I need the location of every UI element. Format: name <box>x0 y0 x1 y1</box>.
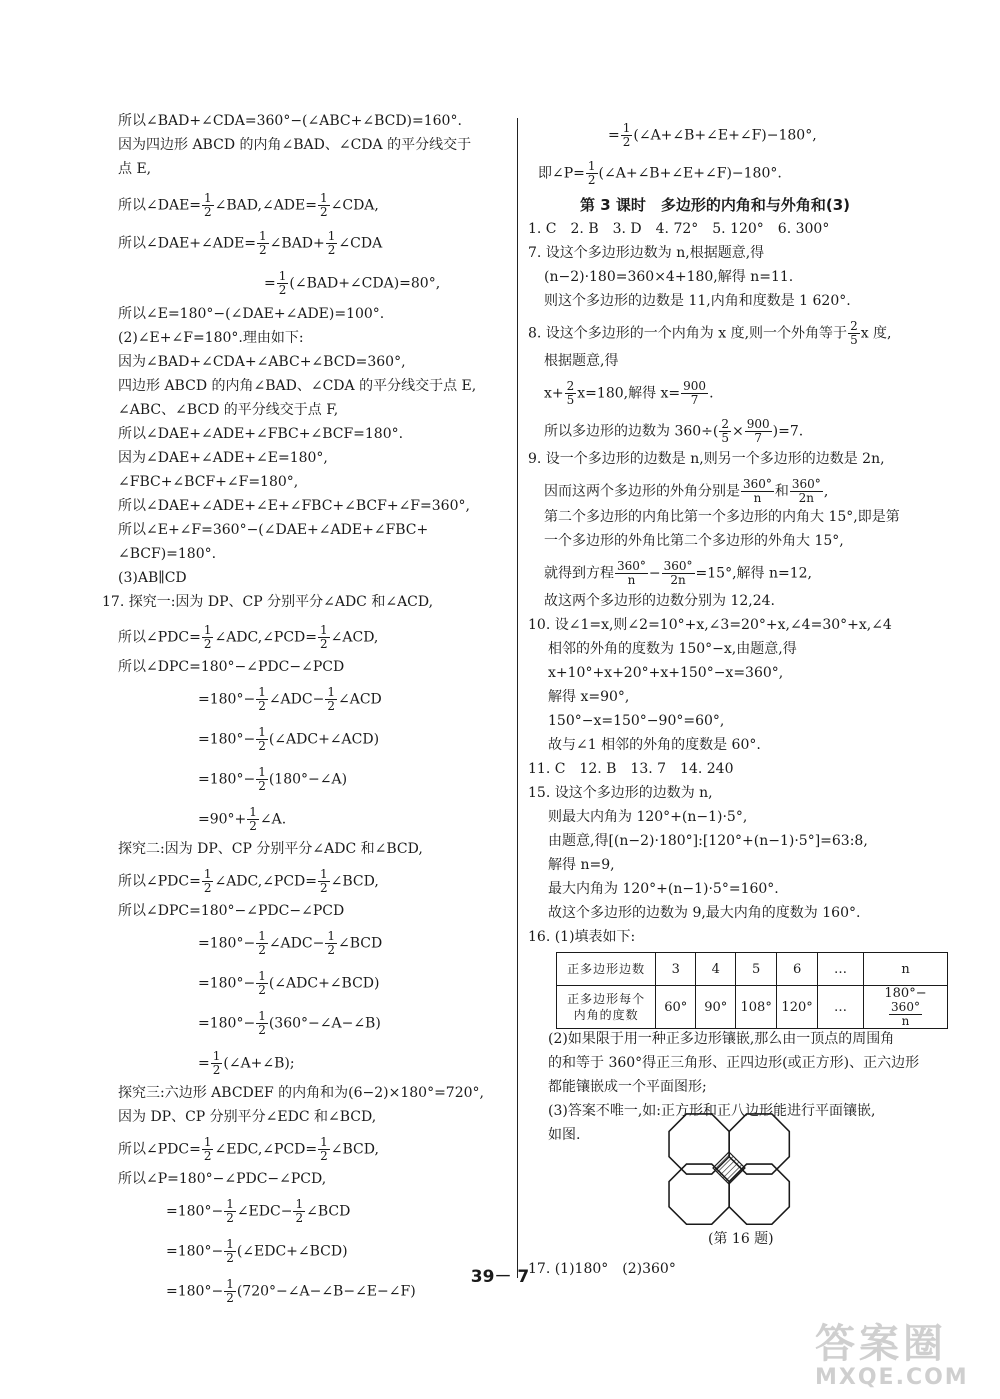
fraction: $\frac{1}{2}$ <box>258 929 266 957</box>
text-line: 因为∠BAD+∠CDA+∠ABC+∠BCD=360°, <box>118 354 406 370</box>
fraction: $\frac{1}{2}$ <box>320 623 328 651</box>
text-line: x+10°+x+20°+x+150°−x=360°, <box>548 665 784 681</box>
fraction: $\frac{1}{2}$ <box>327 929 335 957</box>
formula-line: 8. 设这个多边形的一个内角为 x 度,则一个外角等于 $\frac{2}{5}$ x 度, <box>528 319 892 347</box>
fraction: $\frac{1}{2}$ <box>226 1197 234 1225</box>
fraction: $\frac{1}{2}$ <box>203 623 212 651</box>
answer-line: 17. (1)180° (2)360° <box>528 1261 676 1277</box>
formula-line: = $\frac{1}{2}$ (∠A+∠B+∠E+∠F)−180°, <box>608 121 817 149</box>
text-line: ∠ABC、∠BCD 的平分线交于点 F, <box>118 402 339 418</box>
text-line: 解得 x=90°, <box>548 689 630 705</box>
formula-line: = $\frac{1}{2}$ (∠BAD+∠CDA)=80°, <box>264 269 441 297</box>
fraction: $\frac{360^\circ}{2n}$ <box>663 559 693 587</box>
text-line: 所以∠BAD+∠CDA=360°−(∠ABC+∠BCD)=160°. <box>118 113 462 129</box>
table-cell: … <box>818 953 864 986</box>
fraction: $\frac{1}{2}$ <box>258 685 266 713</box>
table-cell: 3 <box>656 953 696 986</box>
table-cell: 180°− $\frac{360^\circ}{n}$ <box>864 986 948 1029</box>
fraction: $\frac{1}{2}$ <box>319 191 328 219</box>
text-line: (2)如果限于用一种正多边形镶嵌,那么由一顶点的周围角 <box>548 1031 895 1047</box>
question-17: 17. 探究一:因为 DP、CP 分别平分∠ADC 和∠ACD, <box>102 594 434 610</box>
fraction: $\frac{1}{2}$ <box>226 1237 234 1265</box>
hatched-square-shape <box>713 1152 745 1184</box>
table-cell: 108° <box>736 986 777 1029</box>
fraction: $\frac{360^\circ}{2n}$ <box>791 477 821 505</box>
text-line: (2)∠E+∠F=180°.理由如下: <box>118 330 304 346</box>
text-line: 因为 DP、CP 分别平分∠EDC 和∠BCD, <box>118 1109 377 1125</box>
text-line: 则最大内角为 120°+(n−1)·5°, <box>548 809 748 825</box>
formula-line: 因而这两个多边形的外角分别是 $\frac{360^\circ}{n}$ 和 $\frac{360^\circ}{2n}$ , <box>544 477 829 505</box>
text-line: 15. 设这个多边形的边数为 n, <box>528 785 713 801</box>
fraction: $\frac{1}{2}$ <box>226 1277 234 1305</box>
table-cell: 6 <box>777 953 818 986</box>
fraction: $\frac{900}{7}$ <box>746 417 770 445</box>
text-line: 10. 设∠1=x,则∠2=10°+x,∠3=20°+x,∠4=30°+x,∠4 <box>528 617 892 633</box>
text-line: 探究二:因为 DP、CP 分别平分∠ADC 和∠BCD, <box>118 841 423 857</box>
answer-line: 1. C 2. B 3. D 4. 72° 5. 120° 6. 300° <box>528 221 830 237</box>
formula-line: =180°− $\frac{1}{2}$ (∠EDC+∠BCD) <box>166 1237 348 1265</box>
text-line: 都能镶嵌成一个平面图形; <box>548 1079 707 1095</box>
formula-line: =180°− $\frac{1}{2}$ ∠EDC− $\frac{1}{2}$ ∠BCD <box>166 1197 351 1225</box>
watermark-text: 答案圈 <box>815 1321 947 1367</box>
text-line: 所以∠P=180°−∠PDC−∠PCD, <box>118 1171 327 1187</box>
page-number: 39－ 7 <box>470 1267 530 1287</box>
fraction: $\frac{1}{2}$ <box>278 269 287 297</box>
text-line: 所以∠DPC=180°−∠PDC−∠PCD <box>118 659 345 675</box>
formula-line: =180°− $\frac{1}{2}$ (720°−∠A−∠B−∠E−∠F) <box>166 1277 416 1305</box>
text-line: 故与∠1 相邻的外角的度数是 60°. <box>548 737 761 753</box>
watermark-logo <box>815 1312 969 1390</box>
text-line: 如图. <box>548 1127 581 1143</box>
formula-line: 即∠P= $\frac{1}{2}$ (∠A+∠B+∠E+∠F)−180°. <box>538 159 782 187</box>
fraction: $\frac{1}{2}$ <box>204 191 212 219</box>
section-heading: 第 3 课时 多边形的内角和与外角和(3) <box>580 196 851 214</box>
text-line: 解得 n=9, <box>548 857 615 873</box>
formula-line: =180°− $\frac{1}{2}$ (∠ADC+∠ACD) <box>198 725 380 753</box>
answer-line: 11. C 12. B 13. 7 14. 240 <box>528 761 734 777</box>
table-row-header: 正多边形每个内角的度数 <box>557 986 656 1029</box>
text-line: 最大内角为 120°+(n−1)·5°=160°. <box>548 881 779 897</box>
text-line: 16. (1)填表如下: <box>528 929 636 945</box>
fraction: $\frac{1}{2}$ <box>203 867 212 895</box>
text-line: 因为∠DAE+∠ADE+∠E=180°, <box>118 450 328 466</box>
fraction: $\frac{2}{5}$ <box>850 319 858 347</box>
formula-line: =180°− $\frac{1}{2}$ (360°−∠A−∠B) <box>198 1009 381 1037</box>
text-line: ∠FBC+∠BCF+∠F=180°, <box>118 474 299 490</box>
formula-line: =180°− $\frac{1}{2}$ ∠ADC− $\frac{1}{2}$ ∠ACD <box>198 685 382 713</box>
table-row <box>557 953 948 986</box>
text-line: (n−2)·180=360×4+180,解得 n=11. <box>544 269 794 285</box>
text-line: 一个多边形的外角比第二个多边形的外角大 15°, <box>544 533 844 549</box>
table-cell: … <box>818 986 864 1029</box>
formula-line: 所以∠PDC= $\frac{1}{2}$ ∠EDC,∠PCD= $\frac{1}{2}$ ∠BCD, <box>118 1135 379 1163</box>
text-line: 第二个多边形的内角比第一个多边形的内角大 15°,即是第 <box>544 509 900 525</box>
table-cell: 60° <box>656 986 696 1029</box>
fraction: $\frac{1}{2}$ <box>258 765 266 793</box>
fraction: $\frac{1}{2}$ <box>327 685 335 713</box>
fraction: $\frac{1}{2}$ <box>622 121 631 149</box>
fraction: $\frac{1}{2}$ <box>327 229 336 257</box>
fraction: $\frac{360^\circ}{n}$ <box>743 477 772 505</box>
formula-line: x+ $\frac{2}{5}$ x=180,解得 x= $\frac{900}{7}$ . <box>544 379 714 407</box>
text-line: 所以∠DPC=180°−∠PDC−∠PCD <box>118 903 345 919</box>
formula-line: =180°− $\frac{1}{2}$ (∠ADC+∠BCD) <box>198 969 380 997</box>
fraction: $\frac{1}{2}$ <box>587 159 596 187</box>
text-line: 因为四边形 ABCD 的内角∠BAD、∠CDA 的平分线交于 <box>118 137 472 153</box>
octagon-square-tessellation-figure <box>668 1112 808 1230</box>
formula-line: 所以∠PDC= $\frac{1}{2}$ ∠ADC,∠PCD= $\frac{1}{2}$ ∠ACD, <box>118 623 379 651</box>
table-cell: 120° <box>777 986 818 1029</box>
text-line: 故这个多边形的边数为 9,最大内角的度数为 160°. <box>548 905 861 921</box>
polygon-angle-table <box>556 952 948 1029</box>
column-divider <box>517 118 518 1278</box>
fraction: $\frac{360^\circ}{n}$ <box>617 559 646 587</box>
table-cell: 4 <box>696 953 736 986</box>
formula-line: 所以多边形的边数为 360÷( $\frac{2}{5}$ × $\frac{900}{7}$ )=7. <box>544 417 804 445</box>
text-line: ∠BCF)=180°. <box>118 546 217 562</box>
text-line: (3)AB∥CD <box>118 570 187 586</box>
fraction: $\frac{1}{2}$ <box>258 725 266 753</box>
text-line: 故这两个多边形的边数分别为 12,24. <box>544 593 775 609</box>
formula-line: =180°− $\frac{1}{2}$ (180°−∠A) <box>198 765 348 793</box>
text-line: 150°−x=150°−90°=60°, <box>548 713 725 729</box>
text-line: 探究三:六边形 ABCDEF 的内角和为(6−2)×180°=720°, <box>118 1085 484 1101</box>
fraction: $\frac{900}{7}$ <box>683 379 707 407</box>
text-line: 7. 设这个多边形边数为 n,根据题意,得 <box>528 245 765 261</box>
table-cell: 90° <box>696 986 736 1029</box>
fraction: $\frac{1}{2}$ <box>258 1009 266 1037</box>
formula-line: 就得到方程 $\frac{360^\circ}{n}$ − $\frac{360^\circ}{2n}$ =15°,解得 n=12, <box>544 559 813 587</box>
formula-line: 所以∠DAE+∠ADE= $\frac{1}{2}$ ∠BAD+ $\frac{1}{2}$ ∠CDA <box>118 229 383 257</box>
table-row-header: 正多边形边数 <box>557 953 656 986</box>
table-cell: 5 <box>736 953 777 986</box>
formula-line: 所以∠PDC= $\frac{1}{2}$ ∠ADC,∠PCD= $\frac{1}{2}$ ∠BCD, <box>118 867 379 895</box>
text-line: 所以∠E=180°−(∠DAE+∠ADE)=100°. <box>118 306 385 322</box>
fraction: $\frac{1}{2}$ <box>212 1049 221 1077</box>
formula-line: = $\frac{1}{2}$ (∠A+∠B); <box>198 1049 295 1077</box>
fraction: $\frac{1}{2}$ <box>258 969 266 997</box>
fraction: $\frac{2}{5}$ <box>721 417 730 445</box>
text-line: 9. 设一个多边形的边数是 n,则另一个多边形的边数是 2n, <box>528 451 885 467</box>
text-line: 相邻的外角的度数为 150°−x,由题意,得 <box>548 641 797 657</box>
text-line: 四边形 ABCD 的内角∠BAD、∠CDA 的平分线交于点 E, <box>118 378 477 394</box>
fraction: $\frac{2}{5}$ <box>566 379 575 407</box>
text-line: 由题意,得[(n−2)·180°]:[120°+(n−1)·5°]=63:8, <box>548 833 868 849</box>
formula-line: =180°− $\frac{1}{2}$ ∠ADC− $\frac{1}{2}$ ∠BCD <box>198 929 383 957</box>
text-line: 点 E, <box>118 161 152 177</box>
fraction: $\frac{1}{2}$ <box>295 1197 304 1225</box>
watermark-url: MXQE.COM <box>815 1365 969 1390</box>
fraction: $\frac{360^\circ}{n}$ <box>891 1000 920 1028</box>
text-line: 的和等于 360°得正三角形、正四边形(或正方形)、正六边形 <box>548 1055 920 1071</box>
text-line: 所以∠DAE+∠ADE+∠FBC+∠BCF=180°. <box>118 426 404 442</box>
table-cell: n <box>864 953 948 986</box>
fraction: $\frac{1}{2}$ <box>320 867 328 895</box>
text-line: (3)答案不唯一,如:正方形和正八边形能进行平面镶嵌, <box>548 1103 876 1119</box>
text-line: 所以∠E+∠F=360°−(∠DAE+∠ADE+∠FBC+ <box>118 522 429 538</box>
figure-caption: (第 16 题) <box>708 1231 774 1247</box>
fraction: $\frac{1}{2}$ <box>249 805 257 833</box>
text-line: 根据题意,得 <box>544 353 619 369</box>
table-row <box>557 986 948 1029</box>
text-line: 所以∠DAE+∠ADE+∠E+∠FBC+∠BCF+∠F=360°, <box>118 498 470 514</box>
fraction: $\frac{1}{2}$ <box>320 1135 328 1163</box>
fraction: $\frac{1}{2}$ <box>259 229 267 257</box>
formula-line: 所以∠DAE= $\frac{1}{2}$ ∠BAD,∠ADE= $\frac{1}{2}$ ∠CDA, <box>118 191 379 219</box>
text-line: 则这个多边形的边数是 11,内角和度数是 1 620°. <box>544 293 851 309</box>
fraction: $\frac{1}{2}$ <box>203 1135 212 1163</box>
formula-line: =90°+ $\frac{1}{2}$ ∠A. <box>198 805 287 833</box>
